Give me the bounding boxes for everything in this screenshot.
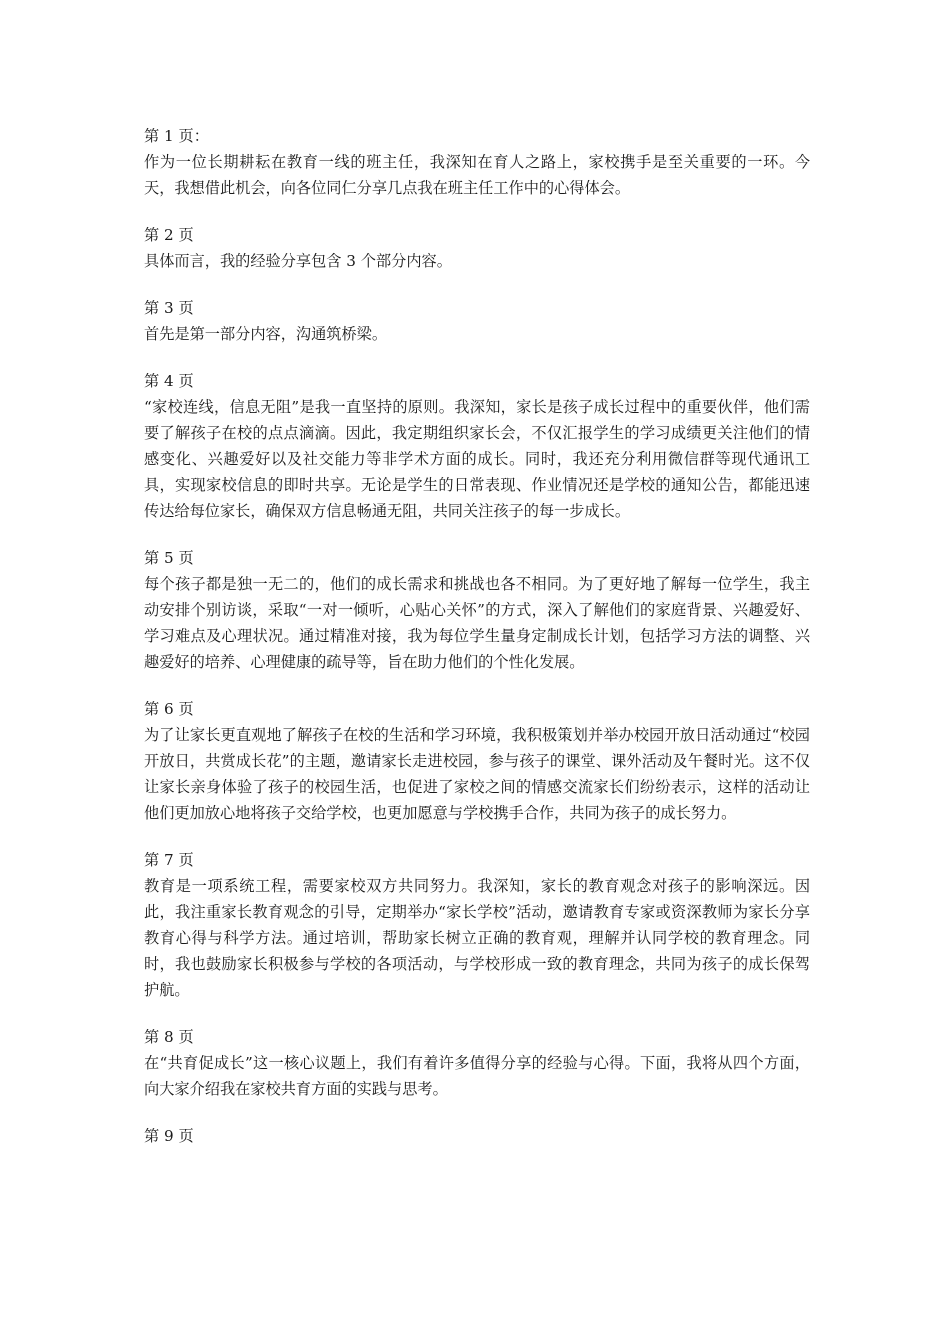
section-paragraph: “家校连线，信息无阻”是我一直坚持的原则。我深知，家长是孩子成长过程中的重要伙伴，他们需要了解孩子在校的点点滴滴。因此，我定期组织家长会，不仅汇报学生的学习成绩更关注他们的情感变化、兴趣爱好以及社交能力等非学术方面的成长。同时，我还充分利用微信群等现代通讯工具，实现家校信息的即时共享。无论是学生的日常表现、作业情况还是学校的通知公告，都能迅速传达给每位家长，确保双方信息畅通无阻，共同关注孩子的每一步成长。 <box>144 398 810 520</box>
section-heading: 第 8 页 <box>144 1028 194 1046</box>
section-heading: 第 7 页 <box>144 851 194 869</box>
section-paragraph: 为了让家长更直观地了解孩子在校的生活和学习环境，我积极策划并举办校园开放日活动通过“校园开放日，共赏成长花”的主题，邀请家长走进校园，参与孩子的课堂、课外活动及午餐时光。这不仅让家长亲身体验了孩子的校园生活，也促进了家校之间的情感交流家长们纷纷表示，这样的活动让他们更加放心地将孩子交给学校，也更加愿意与学校携手合作，共同为孩子的成长努力。 <box>144 726 810 822</box>
section-paragraph: 教育是一项系统工程，需要家校双方共同努力。我深知，家长的教育观念对孩子的影响深远。因此，我注重家长教育观念的引导，定期举办“家长学校”活动，邀请教育专家或资深教师为家长分享教育心得与科学方法。通过培训，帮助家长树立正确的教育观，理解并认同学校的教育理念。同时，我也鼓励家长积极参与学校的各项活动，与学校形成一致的教育理念，共同为孩子的成长保驾护航。 <box>144 877 810 999</box>
page-section <box>144 545 810 675</box>
section-heading: 第 6 页 <box>144 700 194 718</box>
page-section <box>144 1024 810 1102</box>
page-section <box>144 1123 810 1149</box>
section-heading: 第 2 页 <box>144 226 194 244</box>
section-paragraph: 每个孩子都是独一无二的，他们的成长需求和挑战也各不相同。为了更好地了解每一位学生，我主动安排个别访谈，采取“一对一倾听，心贴心关怀”的方式，深入了解他们的家庭背景、兴趣爱好、学习难点及心理状况。通过精准对接，我为每位学生量身定制成长计划，包括学习方法的调整、兴趣爱好的培养、心理健康的疏导等，旨在助力他们的个性化发展。 <box>144 575 810 671</box>
section-paragraph: 作为一位长期耕耘在教育一线的班主任，我深知在育人之路上，家校携手是至关重要的一环。今天，我想借此机会，向各位同仁分享几点我在班主任工作中的心得体会。 <box>144 153 810 197</box>
section-heading: 第 1 页： <box>144 127 209 145</box>
page-section <box>144 123 810 201</box>
page-section <box>144 295 810 347</box>
section-heading: 第 3 页 <box>144 299 194 317</box>
page-section <box>144 696 810 826</box>
page-section <box>144 847 810 1003</box>
section-heading: 第 5 页 <box>144 549 194 567</box>
section-paragraph: 具体而言，我的经验分享包含 3 个部分内容。 <box>144 252 452 270</box>
document-body <box>144 123 810 1170</box>
page-section <box>144 368 810 524</box>
section-heading: 第 4 页 <box>144 372 194 390</box>
section-paragraph: 首先是第一部分内容，沟通筑桥梁。 <box>144 325 387 343</box>
section-paragraph: 在“共育促成长”这一核心议题上，我们有着许多值得分享的经验与心得。下面，我将从四个方面，向大家介绍我在家校共育方面的实践与思考。 <box>144 1054 810 1098</box>
section-heading: 第 9 页 <box>144 1127 194 1145</box>
page-section <box>144 222 810 274</box>
